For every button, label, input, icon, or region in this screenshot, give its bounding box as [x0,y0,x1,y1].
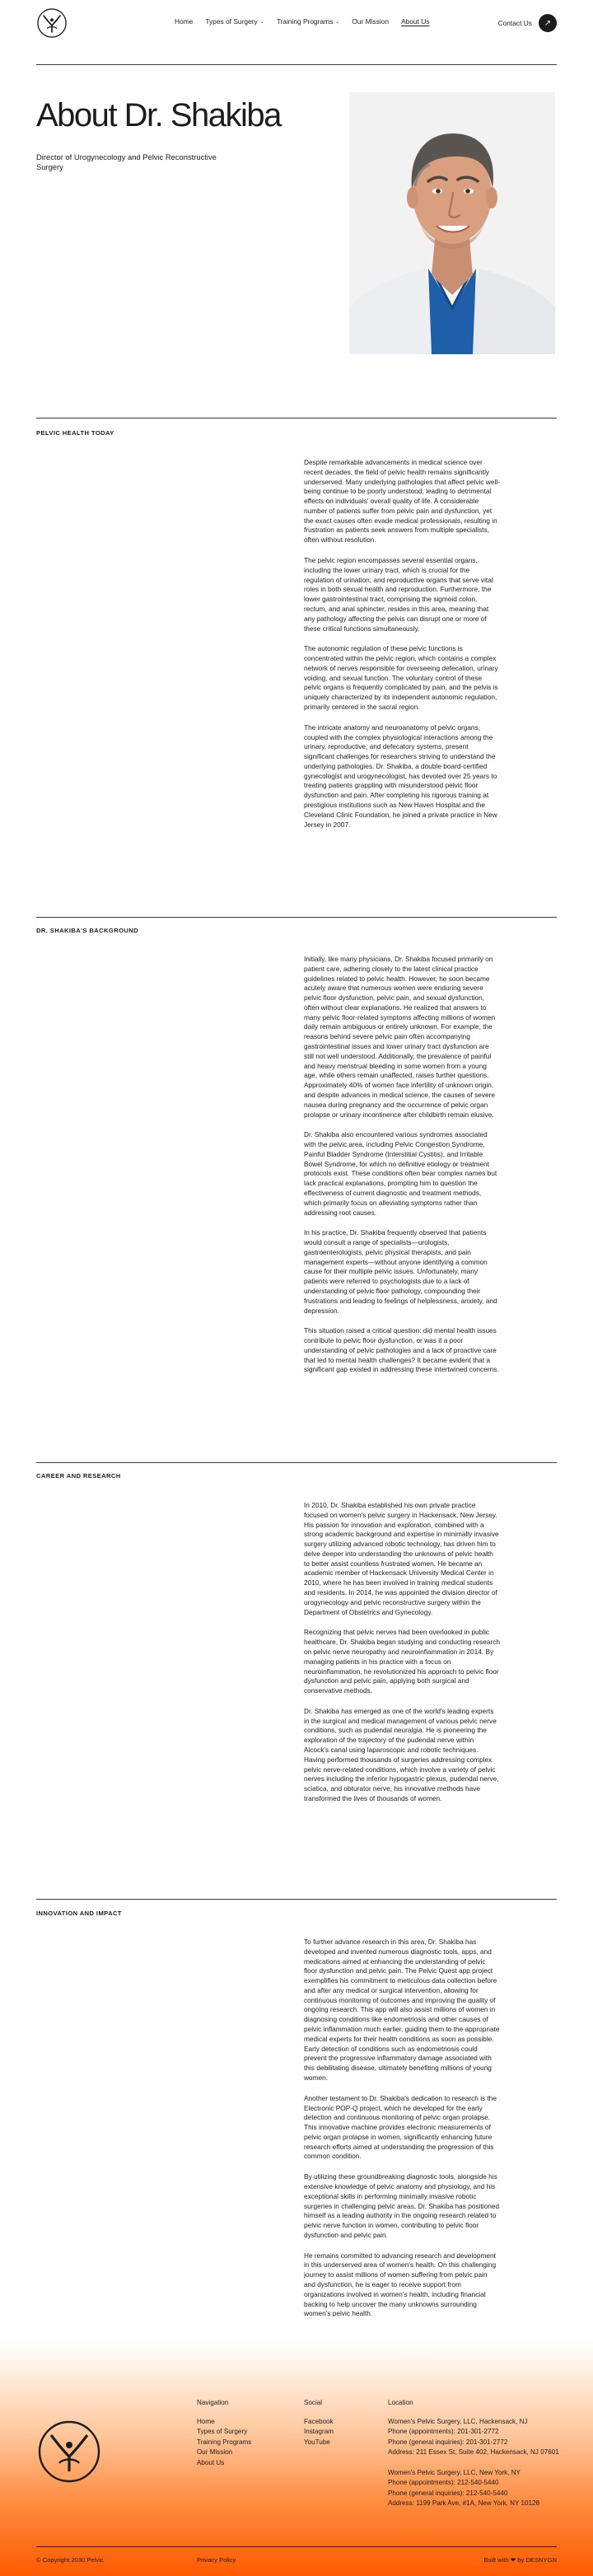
main-nav [175,17,429,26]
location-line: Phone (general inquiries): 201-301-2772 [388,2438,508,2446]
section-paragraph: Dr. Shakiba also encountered various syndromes associated with the pelvic area, including Pelvic Congestion Syndrome, Painful Bladder Syndrome (Interstitial Cystitis), and Irritable Bowel Syndrome, for which no definitive etiology or treatment protocols exist. These conditions often bear complex names but lack practical explanations, prompting him to question the effectiveness of current diagnostic and treatment methods, which primarily focus on alleviating symptoms rather than addressing root causes. [304,1130,497,1217]
divider [36,64,557,65]
nav-item-about-us[interactable] [401,17,429,26]
footer-navigation [197,2398,251,2468]
footer-logo-icon[interactable] [36,2419,102,2485]
nav-item-label: Home [175,17,194,26]
social-link-youtube[interactable]: YouTube [304,2438,330,2446]
section-paragraph: Initially, like many physicians, Dr. Shakiba focused primarily on patient care, adhering closely to the latest clinical practice guidelines related to pelvic health. However, he soon became acutely aware that numerous women were enduring severe pelvic floor dysfunction, pelvic pain, and sexual dysfunction, often without clear explanations. He realized that answers to many pelvic floor-related symptoms affecting millions of women daily remain ambiguous or entirely unknown. For example, the reasons behind severe pelvic pain often accompanying gastrointestinal issues and lower urinary tract dysfunction are still not well understood. Additionally, the prevalence of painful and heavy menstrual bleeding in some women from a young age, while others remain unaffected, raises further questions. Approximately 40% of women face infertility of unknown origin, and despite advances in medical science, the causes of severe nausea during pregnancy and the occurrence of pelvic organ prolapse or urinary incontinence after childbirth remain elusive. [304,955,496,1119]
copyright: © Copyright 2030 Pelvic [36,2556,104,2564]
privacy-policy-link[interactable]: Privacy Policy [197,2556,236,2564]
nav-item-label: About Us [400,17,430,26]
location-line: Address: 1199 Park Ave, #1A, New York, NY 10128 [388,2499,540,2508]
nav-item-types-of-surgery[interactable] [205,17,264,26]
portrait-illustration [349,92,555,354]
location-block [388,2417,559,2458]
site-header [0,0,593,46]
doctor-portrait [349,92,555,354]
nav-item-label: Training Programs [276,17,334,26]
location-line: Phone (appointments): 201-301-2772 [388,2428,499,2436]
footer-link-types-of-surgery[interactable]: Types of Surgery [197,2428,248,2436]
section-body-career [304,1501,500,1815]
social-link-facebook[interactable]: Facebook [304,2417,334,2425]
section-body-background [304,955,500,1386]
location-line: Phone (appointments): 212-540-5440 [388,2479,499,2487]
arrow-icon: ↗ [539,14,557,32]
chevron-down-icon: ⌄ [259,19,264,25]
section-paragraph: This situation raised a critical question: did mental health issues contribute to pelvic floor dysfunction, or was it a poor understanding of pelvic pathologies and a lack of proactive care that led to mental health challenges? It became evident that a significant gap existed in addressing these intertwined concerns. [304,1326,499,1374]
section-paragraph: Dr. Shakiba has emerged as one of the world's leading experts in the surgical and medical management of various pelvic nerve conditions, such as pudendal neuralgia. He is pioneering the exploration of the trajectory of the pudendal nerve within Alcock's canal using laparoscopic and robotic techniques. Having performed thousands of surgeries addressing complex pelvic nerve-related conditions, which involve a variety of pelvic nerves including the inferior hypogastric plexus, pudendal nerve, sciatica, and obturator nerve, his innovative methods have transformed the lives of thousands of women. [304,1706,499,1802]
section-body-innovation [304,1938,500,2330]
section-paragraph: He remains committed to advancing research and development in this underserved area of women's health. On this challenging journey to assist millions of women suffering from pelvic pain and dysfunction, he is eager to receive support from organizations involved in women's health, including financial backing to help uncover the many unknowns surrounding women's pelvic health. [304,2251,497,2318]
location-line: Address: 211 Essex St, Suite 402, Hackensack, NJ 07601 [388,2448,559,2457]
section-paragraph: The autonomic regulation of these pelvic functions is concentrated within the pelvic region, which contains a complex network of nerves responsible for overseeing defecation, urinary voiding, and sexual function. The voluntary control of these pelvic organs is frequently complicated by pain, and the pelvis is uniquely characterized by its independent autonomic regulation, primarily centered in the sacral region. [304,644,498,711]
logo-icon[interactable] [36,7,68,39]
section-body-pelvic-health [304,458,500,840]
section-paragraph: To further advance research in this area, Dr. Shakiba has developed and invented numerous diagnostic tools, apps, and medications aimed at enhancing the understanding of pelvic floor dysfunction and pelvic pain. The Pelvic Quest app project exemplifies his commitment to meticulous data collection before and after any medical or surgical intervention, allowing for continuous monitoring of outcomes and improving the quality of ongoing research. This app will also assist millions of women in diagnosing conditions like endometriosis and other causes of pelvic inflammation much earlier, guiding them to the appropriate medical experts for their health conditions as soon as possible. Early detection of conditions such as endometriosis could prevent the progressive inflammatory damage associated with this debilitating disease, ultimately benefiting millions of young women. [304,1938,500,2082]
section-paragraph: In his practice, Dr. Shakiba frequently observed that patients would consult a range of specialists—urologists, gastroenterologists, pelvic physical therapists, and pain management experts—without anyone identifying a common cause for their multiple pelvic issues. Unfortunately, many patients were referred to psychologists due to a lack of understanding of pelvic floor pathology, compounding their frustrations and leading to feelings of helplessness, anxiety, and depression. [304,1228,497,1315]
designer-credit-link[interactable]: Built with ❤ by DESNYGN [483,2556,557,2564]
footer-location [388,2398,559,2519]
chevron-down-icon: ⌄ [335,19,340,25]
section-paragraph: The intricate anatomy and neuroanatomy of pelvic organs, coupled with the complex physiological interactions among the urinary, reproductive, and defecatory systems, present significant challenges for researchers striving to understand the underlying pathologies. Dr. Shakiba, a double board-certified gynecologist and urogynecologist, has devoted over 25 years to treating patients grappling with misunderstood pelvic floor dysfunction and pain. After completing his rigorous training at prestigious institutions such as New Haven Hospital and the Cleveland Clinic Foundation, he joined a private practice in New Jersey in 2007. [304,722,497,829]
nav-item-home[interactable] [175,17,193,26]
nav-item-training-programs[interactable] [277,17,340,26]
section-label-innovation: INNOVATION AND IMPACT [36,1910,122,1917]
footer-location-heading: Location [388,2399,413,2406]
section-paragraph: Despite remarkable advancements in medical science over recent decades, the field of pelvic health remains significantly underserved. Many underlying pathologies that affect pelvic well-being continue to be poorly understood, leading to detrimental effects on individuals' overall quality of life. A considerable number of patients suffer from pelvic pain and dysfunction, yet the exact causes often evade medical professionals, resulting in frustration as patients seek answers from multiple specialists, often without resolution. [304,458,500,545]
footer-link-training-programs[interactable]: Training Programs [197,2438,252,2446]
section-paragraph: The pelvic region encompasses several essential organs, including the lower urinary tract, which is crucial for the regulation of urination; and reproductive organs that serve vital roles in both sexual health and reproduction. Furthermore, the lower gastrointestinal tract, comprising the sigmoid colon, rectum, and anal sphincter, resides in this area, meaning that any pathology affecting the pelvis can disrupt one or more of these critical functions simultaneously. [304,556,493,633]
divider [36,1462,557,1463]
divider [36,917,557,918]
divider [36,1899,557,1900]
section-paragraph: By utilizing these groundbreaking diagnostic tools, alongside his extensive knowledge of pelvic anatomy and physiology, and his exceptional skills in performing minimally invasive robotic surgeries in challenging pelvic areas, Dr. Shakiba has positioned himself as a leading authority in the ongoing research related to pelvic nerve function in women, contributing to pelvic floor dysfunction and pelvic pain. [304,2172,500,2239]
nav-item-label: Types of Surgery [205,17,258,26]
social-link-instagram[interactable]: Instagram [304,2428,334,2436]
contact-us-label: Contact Us [497,19,532,27]
location-line: Phone (general inquiries): 212-540-5440 [388,2489,508,2497]
footer-navigation-heading: Navigation [197,2399,229,2406]
section-label-career: CAREER AND RESEARCH [36,1472,121,1480]
footer-social-heading: Social [304,2399,323,2406]
footer-link-home[interactable]: Home [197,2417,215,2425]
section-label-background: DR. SHAKIBA'S BACKGROUND [36,927,139,934]
nav-item-label: Our Mission [352,17,389,26]
page-title: About Dr. Shakiba [36,97,281,133]
footer-link-about-us[interactable]: About Us [197,2458,225,2466]
section-label-pelvic-health: PELVIC HEALTH TODAY [36,429,114,437]
nav-item-our-mission[interactable] [352,17,389,26]
footer-divider [36,2546,557,2547]
location-line: Women's Pelvic Surgery, LLC, Hackensack, NJ [388,2417,528,2425]
location-block [388,2468,559,2509]
footer-link-our-mission[interactable]: Our Mission [197,2448,233,2457]
footer-social [304,2398,334,2447]
section-paragraph: Another testament to Dr. Shakiba's dedication to research is the Electronic POP-Q project, which he developed for the early detection and continuous monitoring of pelvic organ prolapse. This innovative machine provides electronic measurements of pelvic organ prolapse in women, significantly enhancing future research efforts aimed at understanding the progression of this common condition. [304,2093,497,2161]
contact-us-button[interactable] [498,14,557,32]
location-line: Women's Pelvic Surgery, LLC, New York, NY [388,2468,521,2476]
section-paragraph: In 2010, Dr. Shakiba established his own private practice focused on women's pelvic surgery in Hackensack, New Jersey. His passion for innovation and exploration, combined with a strong academic background and expertise in minimally invasive surgery utilizing advanced robotic technology, has driven him to delve deeper into understanding the unknowns of pelvic health to better assist countless frustrated women. He became an academic member of Hackensack University Medical Center in 2010, where he has been involved in training medical students and residents. In 2014, he was appointed the division director of urogynecology and pelvic reconstructive surgery within the Department of Obstetrics and Gynecology. [304,1501,499,1616]
section-paragraph: Recognizing that pelvic nerves had been overlooked in public healthcare, Dr. Shakiba began studying and conducting research on pelvic nerve neuropathy and neuroinflammation in 2014. By managing patients in his practice with a focus on neuroinflammation, he revolutionized his approach to pelvic floor dysfunction and pelvic pain, applying both surgical and conservative methods. [304,1628,501,1695]
page-subtitle: Director of Urogynecology and Pelvic Reconstructive Surgery [36,152,217,172]
